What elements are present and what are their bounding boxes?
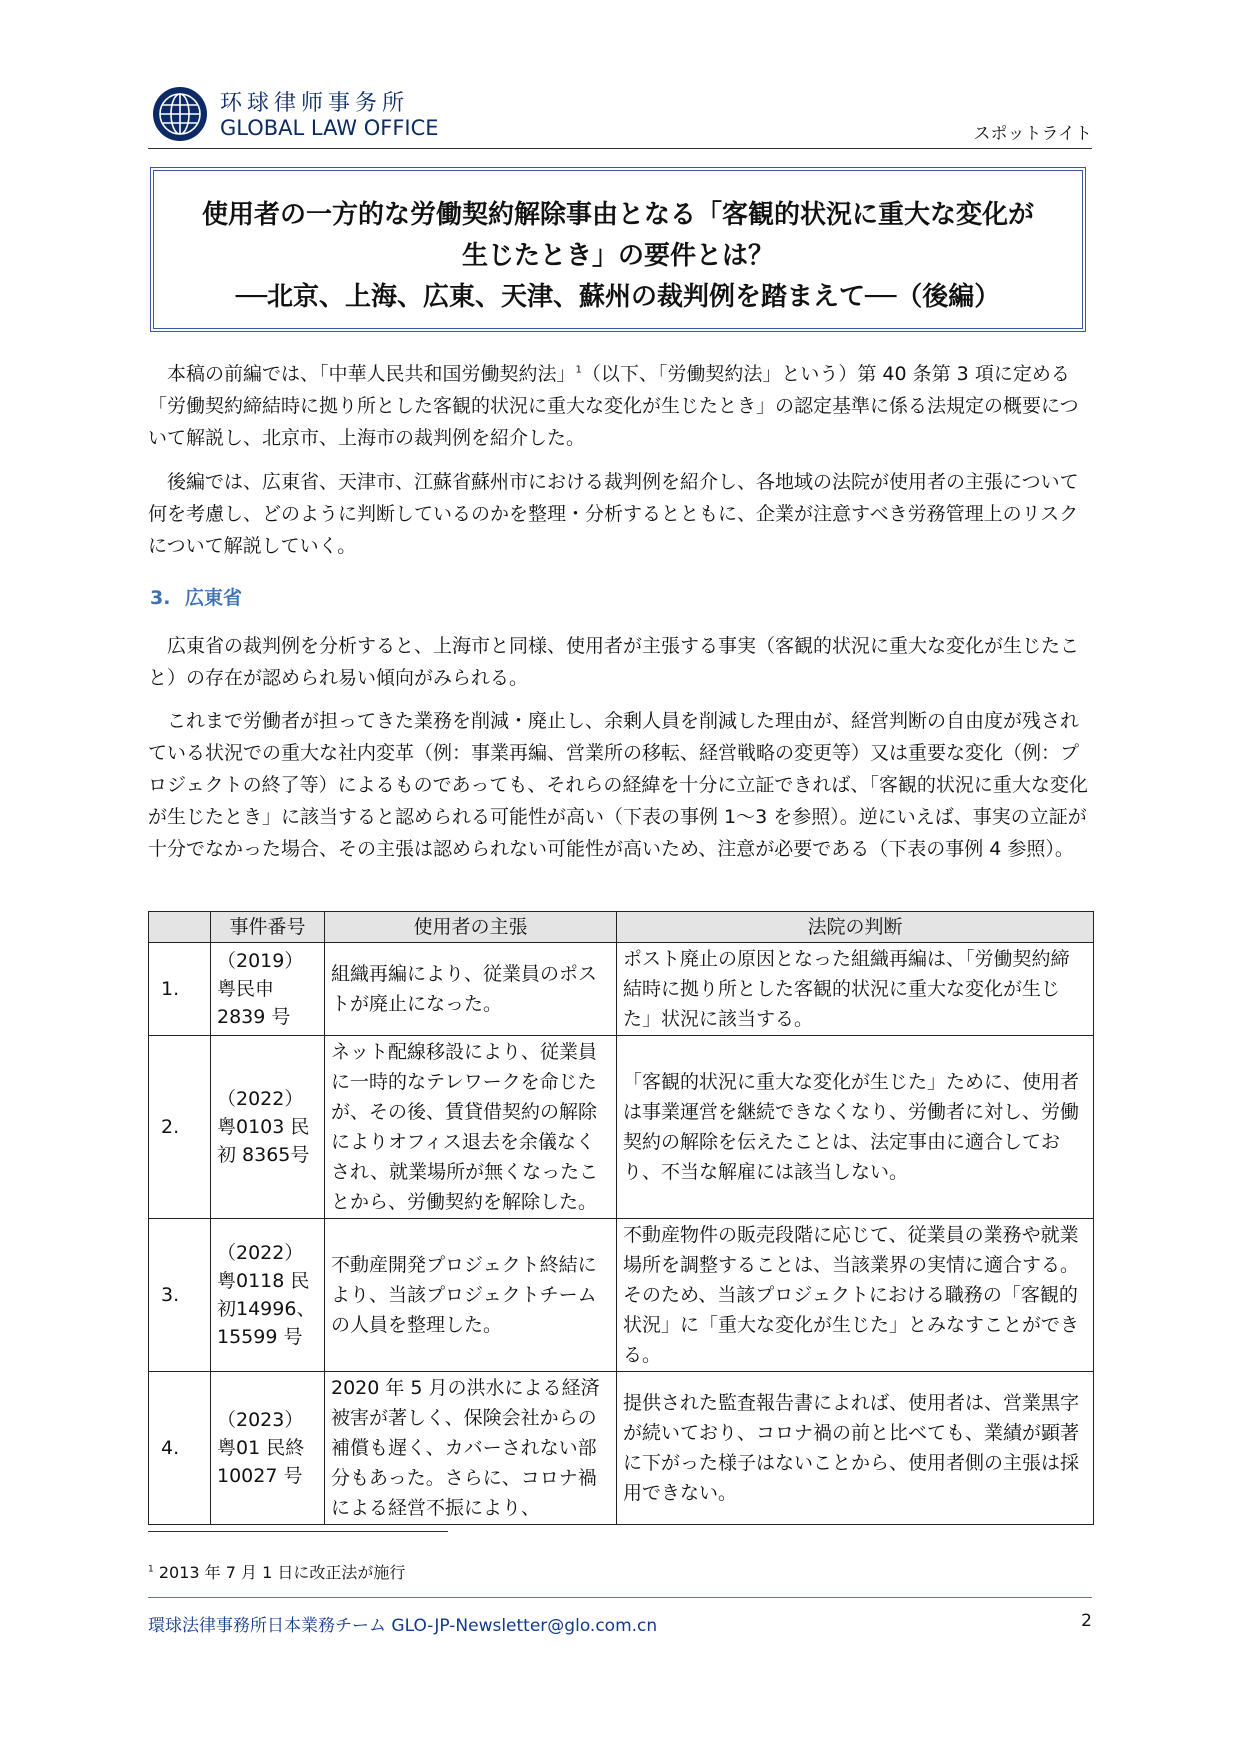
case-number: （2019）粤民申2839 号	[211, 943, 325, 1036]
page-number: 2	[1081, 1611, 1092, 1631]
court-judgment: 提供された監査報告書によれば、使用者は、営業黒字が続いており、コロナ禍の前と比べても、業績が顕著に下がった様子はないことから、使用者側の主張は採用できない。	[617, 1372, 1094, 1525]
case-table	[148, 911, 1094, 1525]
brand-name-english: GLOBAL LAW OFFICE	[220, 116, 439, 140]
case-number: （2023）粤01 民終10027 号	[211, 1372, 325, 1525]
table-row	[149, 943, 1094, 1036]
footer-organization: 環球法律事務所日本業務チーム GLO-JP-Newsletter@glo.com.cn	[148, 1616, 658, 1636]
employer-claim: ネット配線移設により、従業員に一時的なテレワークを命じたが、その後、賃貸借契約の解除によりオフィス退去を余儀なくされ、就業場所が無くなったことから、労働契約を解除した。	[325, 1036, 617, 1219]
footnote-divider	[148, 1531, 448, 1532]
column-header: 法院の判断	[617, 912, 1094, 943]
intro-paragraph-2: 後編では、広東省、天津市、江蘇省蘇州市における裁判例を紹介し、各地域の法院が使用者の主張について何を考慮し、どのように判断しているのかを整理・分析するとともに、企業が注意すべき労務管理上のリスクについて解説していく。	[148, 471, 1079, 557]
section-heading	[150, 583, 242, 610]
section-paragraph-1: 広東省の裁判例を分析すると、上海市と同様、使用者が主張する事実（客観的状況に重大な変化が生じたこと）の存在が認められ易い傾向がみられる。	[148, 635, 1080, 689]
title-line-2: 生じたとき」の要件とは？	[461, 241, 774, 271]
row-number: 3.	[149, 1219, 211, 1372]
intro-text-a: 本稿の前編では、「中華人民共和国労働契約法」	[167, 363, 576, 385]
section-number: 3.	[150, 587, 171, 609]
section-paragraph-2: これまで労働者が担ってきた業務を削減・廃止し、余剰人員を削減した理由が、経営判断の自由度が残されている状況での重大な社内変革（例：事業再編、営業所の移転、経営戦略の変更等）又は重要な変化（例：プロジェクトの終了等）によるものであっても、それらの経緯を十分に立証できれば、「客観的状況に重大な変化が生じたとき」に該当すると認められる可能性が高い（下表の事例 1〜3 を参照）。逆にいえば、事実の立証が十分でなかった場合、その主張は認められない可能性が高いため、注意が必要である（下表の事例 4 参照）。	[148, 710, 1088, 860]
globe-logo-icon	[150, 84, 210, 144]
title-line-1: 使用者の一方的な労働契約解除事由となる「客観的状況に重大な変化が	[201, 200, 1034, 230]
column-header: 使用者の主張	[325, 912, 617, 943]
footer-divider	[148, 1597, 1092, 1598]
footnote-ref: 1	[575, 364, 582, 376]
employer-claim: 組織再編により、従業員のポストが廃止になった。	[325, 943, 617, 1036]
footnote	[148, 1560, 405, 1583]
brand-name-chinese: 环球律师事务所	[220, 91, 410, 116]
footnote-text: 2013 年 7 月 1 日に改正法が施行	[158, 1563, 406, 1582]
header-divider	[148, 148, 1092, 149]
table-header-row	[149, 912, 1094, 943]
employer-claim: 不動産開発プロジェクト終結により、当該プロジェクトチームの人員を整理した。	[325, 1219, 617, 1372]
court-judgment: 不動産物件の販売段階に応じて、従業員の業務や就業場所を調整することは、当該業界の実情に適合する。そのため、当該プロジェクトにおける職務の「客観的状況」に「重大な変化が生じた」とみなすことができる。	[617, 1219, 1094, 1372]
intro-paragraph-1	[148, 358, 1093, 454]
row-number: 2.	[149, 1036, 211, 1219]
table-row	[149, 1219, 1094, 1372]
employer-claim: 2020 年 5 月の洪水による経済被害が著しく、保険会社からの補償も遅く、カバーされない部分もあった。さらに、コロナ禍による経営不振により、	[325, 1372, 617, 1525]
footnote-mark: 1	[148, 1564, 154, 1575]
case-number: （2022）粤0103 民初 8365号	[211, 1036, 325, 1219]
court-judgment: ポスト廃止の原因となった組織再編は、「労働契約締結時に拠り所とした客観的状況に重大な変化が生じた」状況に該当する。	[617, 943, 1094, 1036]
section-title: 広東省	[185, 587, 243, 609]
section-label: スポットライト	[973, 124, 1092, 144]
table-row	[149, 1372, 1094, 1525]
row-number: 4.	[149, 1372, 211, 1525]
column-header	[149, 912, 211, 943]
column-header: 事件番号	[211, 912, 325, 943]
court-judgment: 「客観的状況に重大な変化が生じた」ために、使用者は事業運営を継続できなくなり、労働者に対し、労働契約の解除を伝えたことは、法定事由に適合しており、不当な解雇には該当しない。	[617, 1036, 1094, 1219]
article-title-box	[150, 167, 1086, 332]
title-subtitle: ──北京、上海、広東、天津、蘇州の裁判例を踏まえて──（後編）	[235, 282, 1001, 312]
table-row	[149, 1036, 1094, 1219]
row-number: 1.	[149, 943, 211, 1036]
intro-text-b: （以下、「労働契約法」という）第 40 条第 3 項に定める「労働契約締結時に拠り所とした客観的状況に重大な変化が生じたとき」の認定基準に係る法規定の概要について解説し、北京市、上海市の裁判例を紹介した。	[148, 363, 1079, 449]
case-number: （2022）粤0118 民初14996、15599 号	[211, 1219, 325, 1372]
